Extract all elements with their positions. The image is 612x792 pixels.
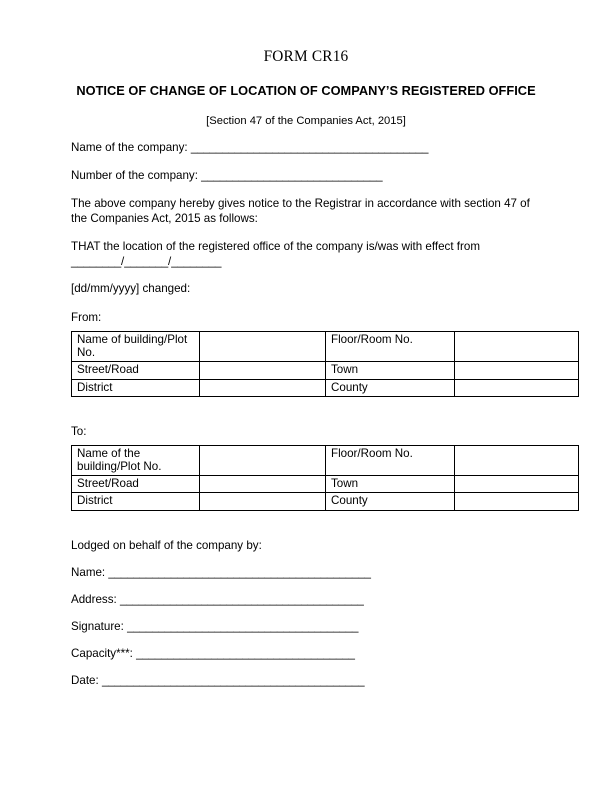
from-town-label: Town bbox=[326, 362, 455, 379]
from-building-label: Name of building/Plot No. bbox=[72, 332, 200, 362]
to-street-label: Street/Road bbox=[72, 476, 200, 493]
company-number-label: Number of the company: bbox=[71, 169, 202, 182]
company-name-label: Name of the company: bbox=[71, 141, 191, 154]
from-county-value[interactable] bbox=[455, 379, 579, 396]
to-address-table bbox=[71, 445, 579, 511]
company-name-field bbox=[71, 141, 541, 155]
table-row bbox=[72, 362, 579, 379]
lodged-signature-blank[interactable]: _____________________________________ bbox=[127, 619, 359, 633]
lodged-name-blank[interactable]: __________________________________________ bbox=[108, 565, 371, 579]
lodged-capacity-blank[interactable]: ___________________________________ bbox=[136, 646, 355, 660]
lodged-signature-label: Signature: bbox=[71, 619, 128, 633]
effective-date-month-blank[interactable]: _______ bbox=[124, 254, 168, 268]
lodged-address-field bbox=[71, 593, 541, 606]
to-street-value[interactable] bbox=[200, 476, 326, 493]
to-address-label: To: bbox=[71, 424, 87, 438]
lodged-address-blank[interactable]: _______________________________________ bbox=[119, 592, 364, 606]
lodged-capacity-label: Capacity***: bbox=[71, 646, 137, 660]
to-floor-value[interactable] bbox=[455, 445, 579, 475]
table-row bbox=[72, 493, 579, 510]
to-county-label: County bbox=[326, 493, 455, 510]
from-building-value[interactable] bbox=[200, 332, 326, 362]
to-town-value[interactable] bbox=[455, 476, 579, 493]
lodged-signature-field bbox=[71, 620, 541, 633]
effective-date-line bbox=[71, 240, 541, 269]
to-floor-label: Floor/Room No. bbox=[326, 445, 455, 475]
table-spacer bbox=[71, 397, 541, 425]
lodged-date-blank[interactable]: __________________________________________ bbox=[101, 673, 365, 687]
lodged-date-field bbox=[71, 674, 541, 687]
from-county-label: County bbox=[326, 379, 455, 396]
from-address-label: From: bbox=[71, 311, 102, 324]
to-town-label: Town bbox=[326, 476, 455, 493]
from-district-value[interactable] bbox=[200, 379, 326, 396]
document-content bbox=[71, 0, 541, 687]
effective-date-prefix: THAT the location of the registered office of the company is/was with effect from bbox=[71, 240, 480, 253]
from-street-label: Street/Road bbox=[72, 362, 200, 379]
company-name-blank[interactable]: ______________________________________ bbox=[190, 141, 429, 154]
date-separator-1: / bbox=[120, 254, 125, 268]
page-title: NOTICE OF CHANGE OF LOCATION OF COMPANY’S REGISTERED OFFICE bbox=[76, 83, 536, 98]
lodged-date-label: Date: bbox=[71, 673, 102, 687]
lodged-name-label: Name: bbox=[71, 565, 109, 579]
from-floor-value[interactable] bbox=[455, 332, 579, 362]
table-row bbox=[72, 379, 579, 396]
lodged-by-heading: Lodged on behalf of the company by: bbox=[71, 538, 262, 552]
to-building-label: Name of the building/Plot No. bbox=[72, 445, 200, 475]
notice-paragraph: The above company hereby gives notice to the Registrar in accordance with section 47 of the Companies Act, 2015 as follows: bbox=[71, 197, 530, 225]
effective-date-day-blank[interactable]: ________ bbox=[71, 254, 121, 268]
table-row bbox=[72, 476, 579, 493]
lodged-capacity-field bbox=[71, 647, 541, 660]
to-district-label: District bbox=[72, 493, 200, 510]
form-code: FORM CR16 bbox=[263, 48, 349, 65]
from-address-table bbox=[71, 331, 579, 397]
table-row bbox=[72, 445, 579, 475]
from-town-value[interactable] bbox=[455, 362, 579, 379]
from-floor-label: Floor/Room No. bbox=[326, 332, 455, 362]
company-number-field bbox=[71, 169, 541, 183]
effective-date-year-blank[interactable]: ________ bbox=[171, 254, 222, 268]
table-row bbox=[72, 332, 579, 362]
from-district-label: District bbox=[72, 379, 200, 396]
to-district-value[interactable] bbox=[200, 493, 326, 510]
to-building-value[interactable] bbox=[200, 445, 326, 475]
lodged-address-label: Address: bbox=[71, 592, 120, 606]
lodged-name-field bbox=[71, 566, 541, 579]
company-number-blank[interactable]: _____________________________ bbox=[201, 169, 383, 182]
to-county-value[interactable] bbox=[455, 493, 579, 510]
date-separator-2: / bbox=[167, 254, 172, 268]
date-format-note: [dd/mm/yyyy] changed: bbox=[71, 282, 191, 295]
legal-reference-subtitle: [Section 47 of the Companies Act, 2015] bbox=[206, 115, 406, 127]
from-street-value[interactable] bbox=[200, 362, 326, 379]
